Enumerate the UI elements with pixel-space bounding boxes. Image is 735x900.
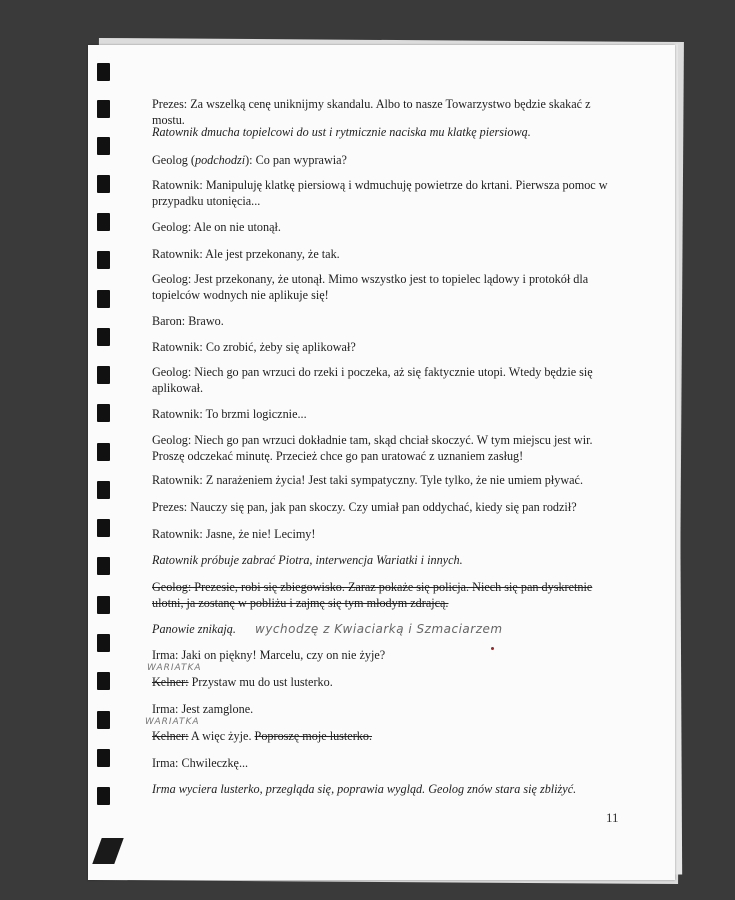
dialogue-line xyxy=(152,729,622,745)
dialogue-line: Ratownik: Z narażeniem życia! Jest taki sympatyczny. Tyle tylko, że nie umiem pływać. xyxy=(152,473,583,487)
dialogue-line: Irma: Jaki on piękny! Marcelu, czy on nie żyje? xyxy=(152,648,386,662)
binding-hole xyxy=(97,175,110,193)
binding-hole xyxy=(97,596,110,614)
dialogue-line: Ratownik: Jasne, że nie! Lecimy! xyxy=(152,527,316,541)
binding-hole xyxy=(97,137,110,155)
dialogue-line xyxy=(152,153,622,169)
dialogue-line: Irma: Jest zamglone. xyxy=(152,702,254,716)
dialogue-line: Prezes: Nauczy się pan, jak pan skoczy. Czy umiał pan oddychać, kiedy się pan rodził? xyxy=(152,500,577,514)
binding-hole xyxy=(97,63,110,81)
binding-hole xyxy=(97,519,110,537)
stage-direction-inline: podchodzi xyxy=(194,153,246,167)
binding-hole xyxy=(97,672,110,690)
stage-direction: Ratownik dmucha topielcowi do ust i rytmicznie naciska mu klatkę piersiową. xyxy=(152,125,531,139)
binding-hole xyxy=(97,787,110,805)
dialogue-line: Prezes: Za wszelką cenę uniknijmy skandalu. Albo to nasze Towarzystwo będzie skakać z mostu. xyxy=(152,97,591,127)
struck-dialogue-line: Geolog: Prezesie, robi się zbiegowisko. Zaraz pokaże się policja. Niech się pan dyskretnie ulotni, ja zostanę w pobliżu i zajmę się tym młodym zdrajcą. xyxy=(152,580,593,610)
binding-hole xyxy=(97,404,110,422)
binding-hole xyxy=(97,251,110,269)
dialogue-line: Ratownik: To brzmi logicznie... xyxy=(152,407,307,421)
handwritten-annotation: wychodzę z Kwiaciarką i Szmaciarzem xyxy=(255,622,503,636)
dialogue-line xyxy=(152,675,622,691)
binding-hole xyxy=(97,213,110,231)
dialogue-line: Ratownik: Ale jest przekonany, że tak. xyxy=(152,247,340,261)
binding-hole xyxy=(97,443,110,461)
page-number: 11 xyxy=(606,810,619,825)
dialogue-line: Geolog: Jest przekonany, że utonął. Mimo wszystko jest to topielec lądowy i protokół dla topielców wodnych nie aplikuje się! xyxy=(152,272,589,302)
dialogue-line: Irma: Chwileczkę... xyxy=(152,756,249,770)
binding-hole xyxy=(97,290,110,308)
struck-speaker: Kelner: xyxy=(152,729,189,743)
binding-hole xyxy=(97,328,110,346)
binding-hole xyxy=(97,634,110,652)
dialogue-line: Baron: Brawo. xyxy=(152,314,224,328)
binding-hole xyxy=(97,100,110,118)
stage-direction-line xyxy=(152,622,622,638)
binding-hole xyxy=(97,366,110,384)
binding-hole xyxy=(97,481,110,499)
stage-direction: Irma wyciera lusterko, przegląda się, poprawia wygląd. Geolog znów stara się zbliżyć. xyxy=(152,782,577,796)
dialogue-text: ): Co pan wyprawia? xyxy=(245,153,347,167)
stage-direction: Ratownik próbuje zabrać Piotra, interwencja Wariatki i innych. xyxy=(152,553,463,567)
ink-mark xyxy=(491,647,494,650)
struck-speaker: Kelner: xyxy=(152,675,189,689)
binding-holes xyxy=(97,55,111,875)
speaker-text: Geolog ( xyxy=(152,153,195,167)
dialogue-line: Ratownik: Co zrobić, żeby się aplikował? xyxy=(152,340,356,354)
dialogue-line: Geolog: Ale on nie utonął. xyxy=(152,220,281,234)
dialogue-line: Geolog: Niech go pan wrzuci do rzeki i poczeka, aż się faktycznie utopi. Wtedy będzie się aplikował. xyxy=(152,365,593,395)
handwritten-speaker-note: WARIATKA xyxy=(147,663,202,673)
dialogue-line: Geolog: Niech go pan wrzuci dokładnie tam, skąd chciał skoczyć. W tym miejscu jest wir. Proszę odczekać minutę. Przecież chce go pan uratować z uznaniem zasług! xyxy=(152,433,593,463)
stage-direction: Panowie znikają. xyxy=(152,622,236,636)
struck-dialogue-text: Poproszę moje lusterko. xyxy=(254,729,373,743)
dialogue-line: Ratownik: Manipuluję klatkę piersiową i wdmuchuję powietrze do krtani. Pierwsza pomoc w przypadku utonięcia... xyxy=(152,178,608,208)
binding-hole xyxy=(97,557,110,575)
binding-hole xyxy=(97,749,110,767)
binding-hole xyxy=(97,711,110,729)
dialogue-text: A więc żyje. xyxy=(188,729,255,743)
handwritten-speaker-note: WARIATKA xyxy=(145,717,200,727)
dialogue-text: Przystaw mu do ust lusterko. xyxy=(188,675,333,689)
